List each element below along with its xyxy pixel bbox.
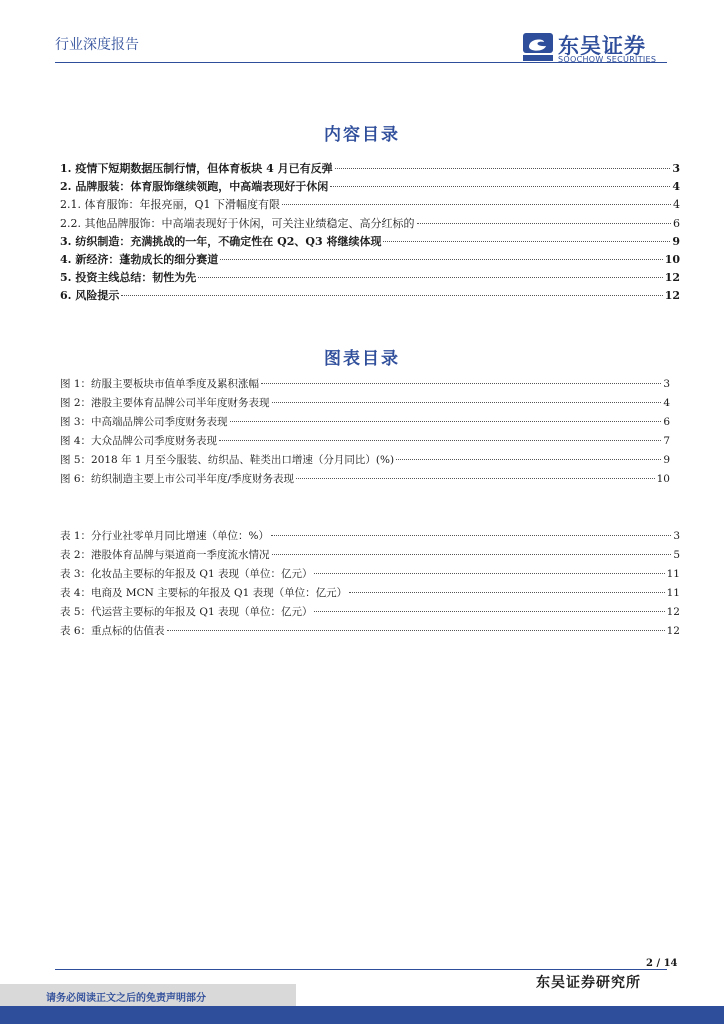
figure-entry-label: 图 4：大众品牌公司季度财务表现 xyxy=(60,435,218,447)
dot-leader xyxy=(261,371,661,384)
page-indicator: 2 / 14 xyxy=(646,958,678,969)
dot-leader xyxy=(396,447,661,460)
dot-leader xyxy=(282,192,671,205)
contents-list xyxy=(60,159,680,305)
figure-entry-label: 图 2：港股主要体育品牌公司半年度财务表现 xyxy=(60,397,270,409)
report-category: 行业深度报告 xyxy=(55,37,139,53)
toc-entry-label: 2. 品牌服装：体育服饰继续领跑，中高端表现好于休闲 xyxy=(60,180,329,194)
dot-leader xyxy=(230,409,662,422)
table-entry-page: 5 xyxy=(673,549,680,561)
toc-entry-page: 10 xyxy=(664,252,680,266)
dot-leader xyxy=(383,229,670,242)
figures-title: 图表目录 xyxy=(324,349,400,369)
dot-leader xyxy=(272,390,662,403)
table-entry-label: 表 6：重点标的估值表 xyxy=(60,625,165,637)
toc-entry-page: 6 xyxy=(673,216,680,230)
toc-entry-page: 9 xyxy=(672,234,680,248)
tables-list xyxy=(60,526,680,640)
table-entry-page: 12 xyxy=(666,606,680,618)
contents-title: 内容目录 xyxy=(324,125,400,145)
toc-entry-page: 4 xyxy=(673,198,680,212)
brand-logo xyxy=(522,32,672,66)
dot-leader xyxy=(296,466,655,479)
figure-entry-label: 图 5：2018 年 1 月至今服装、纺织品、鞋类出口增速（分月同比）(%) xyxy=(60,454,395,466)
table-entry-label: 表 3：化妆品主要标的年报及 Q1 表现（单位：亿元） xyxy=(60,568,313,580)
toc-entry-label: 5. 投资主线总结：韧性为先 xyxy=(60,271,197,285)
footer-divider xyxy=(55,969,667,970)
figure-entry[interactable] xyxy=(60,469,670,488)
dot-leader xyxy=(198,265,662,278)
figure-entry-page: 4 xyxy=(663,397,670,409)
table-entry-label: 表 4：电商及 MCN 主要标的年报及 Q1 表现（单位：亿元） xyxy=(60,587,348,599)
disclaimer-text: 请务必阅读正文之后的免责声明部分 xyxy=(46,993,206,1004)
footer-band xyxy=(0,1006,724,1024)
dot-leader xyxy=(330,174,670,187)
dot-leader xyxy=(349,580,664,593)
figure-entry-page: 6 xyxy=(663,416,670,428)
table-entry[interactable] xyxy=(60,621,680,640)
toc-entry-page: 3 xyxy=(672,162,680,175)
toc-entry-label: 6. 风险提示 xyxy=(60,289,120,303)
table-entry-page: 12 xyxy=(666,625,680,637)
dot-leader xyxy=(271,523,671,536)
dot-leader xyxy=(167,618,665,631)
figures-list xyxy=(60,374,670,488)
toc-entry-label: 3. 纺织制造：充满挑战的一年，不确定性在 Q2、Q3 将继续体现 xyxy=(60,234,382,248)
table-entry-page: 3 xyxy=(673,530,680,542)
footer-organization: 东吴证券研究所 xyxy=(536,975,641,991)
table-entry-label: 表 1：分行业社零单月同比增速（单位：%） xyxy=(60,530,269,542)
figure-entry-page: 3 xyxy=(663,378,670,390)
figure-entry-label: 图 1：纺服主要板块市值单季度及累积涨幅 xyxy=(60,378,260,390)
toc-entry-page: 12 xyxy=(664,289,680,303)
figure-entry-page: 10 xyxy=(656,473,670,485)
figure-entry-page: 7 xyxy=(663,435,670,447)
dot-leader xyxy=(272,542,672,555)
toc-entry-page: 4 xyxy=(672,180,680,194)
logo-english-name: SOOCHOW SECURITIES xyxy=(558,55,657,64)
toc-entry-page: 12 xyxy=(664,271,680,285)
dot-leader xyxy=(417,211,672,224)
dot-leader xyxy=(314,599,664,612)
toc-entry-label: 4. 新经济：蓬勃成长的细分赛道 xyxy=(60,252,219,266)
soochow-logo-icon xyxy=(522,32,554,62)
table-entry-page: 11 xyxy=(666,568,680,580)
toc-entry-label: 1. 疫情下短期数据压制行情，但体育板块 4 月已有反弹 xyxy=(60,162,333,175)
toc-entry-label: 2.1. 体育服饰：年报亮丽，Q1 下滑幅度有限 xyxy=(60,198,280,212)
table-entry-label: 表 2：港股体育品牌与渠道商一季度流水情况 xyxy=(60,549,270,561)
figure-entry-page: 9 xyxy=(663,454,670,466)
toc-entry[interactable] xyxy=(60,286,680,304)
logo-chinese-name: 东吴证券 xyxy=(558,34,646,58)
figure-entry-label: 图 3：中高端品牌公司季度财务表现 xyxy=(60,416,228,428)
dot-leader xyxy=(314,561,664,574)
figure-entry-label: 图 6：纺织制造主要上市公司半年度/季度财务表现 xyxy=(60,473,295,485)
dot-leader xyxy=(220,247,662,260)
dot-leader xyxy=(219,428,661,441)
table-entry-page: 11 xyxy=(666,587,680,599)
toc-entry-label: 2.2. 其他品牌服饰：中高端表现好于休闲，可关注业绩稳定、高分红标的 xyxy=(60,216,415,230)
table-entry-label: 表 5：代运营主要标的年报及 Q1 表现（单位：亿元） xyxy=(60,606,313,618)
dot-leader xyxy=(335,156,671,169)
dot-leader xyxy=(121,283,662,296)
